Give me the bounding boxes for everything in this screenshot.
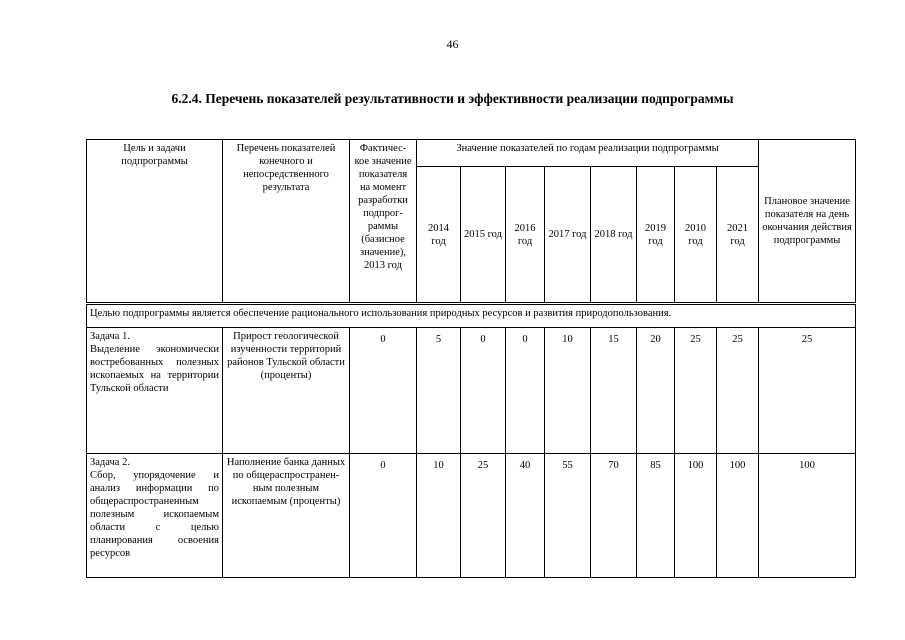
planned-value: 25 [759, 328, 856, 454]
year-value: 20 [637, 328, 675, 454]
table-row [87, 328, 856, 454]
section-title: 6.2.4. Перечень показателей результативности и эффективности реализации подпрограммы [171, 91, 734, 106]
year-value: 15 [591, 328, 637, 454]
task-description: Задача 1. Выделение экономически востребованных полезных ископаемых на территории Тульской области [87, 328, 223, 454]
year-value: 10 [545, 328, 591, 454]
goal-statement: Целью подпрограммы является обеспечение рационального использования природных ресурсов и развития природопользования. [87, 304, 856, 328]
header-planned: Плановое значение показателя на день окончания действия подпрограммы [759, 140, 856, 304]
year-value: 10 [417, 454, 461, 578]
indicators-table [86, 139, 856, 578]
header-year: 2014 год [417, 167, 461, 304]
header-indicators: Перечень показателей конечного и непосредственного результата [223, 140, 350, 304]
header-year: 2017 год [545, 167, 591, 304]
task-description: Задача 2. Сбор, упорядочение и анализ информации по общераспространенным полезным ископаемым области с целью планирования освоения ресурсов [87, 454, 223, 578]
year-value: 5 [417, 328, 461, 454]
year-value: 25 [717, 328, 759, 454]
header-year: 2021 год [717, 167, 759, 304]
baseline-value: 0 [350, 328, 417, 454]
year-value: 40 [506, 454, 545, 578]
header-year: 2018 год [591, 167, 637, 304]
indicator-name: Прирост геологической изученности территорий районов Тульской области (проценты) [223, 328, 350, 454]
indicator-name: Наполнение банка данных по общераспространен-ным полезным ископаемым (проценты) [223, 454, 350, 578]
year-value: 25 [675, 328, 717, 454]
year-value: 25 [461, 454, 506, 578]
header-row-top [87, 140, 856, 167]
header-year: 2019 год [637, 167, 675, 304]
year-value: 100 [717, 454, 759, 578]
year-value: 0 [506, 328, 545, 454]
year-value: 70 [591, 454, 637, 578]
year-value: 55 [545, 454, 591, 578]
baseline-value: 0 [350, 454, 417, 578]
table-row [87, 454, 856, 578]
page-number: 46 [446, 37, 459, 51]
header-year: 2010 год [675, 167, 717, 304]
header-year: 2015 год [461, 167, 506, 304]
year-value: 100 [675, 454, 717, 578]
planned-value: 100 [759, 454, 856, 578]
goal-row [87, 304, 856, 328]
header-years-group: Значение показателей по годам реализации подпрограммы [417, 140, 759, 167]
header-baseline: Фактичес-кое значение показателя на момент разработки подпрог-раммы (базисное значение), 2013 год [350, 140, 417, 304]
year-value: 85 [637, 454, 675, 578]
year-value: 0 [461, 328, 506, 454]
header-year: 2016 год [506, 167, 545, 304]
header-goals: Цель и задачи подпрограммы [87, 140, 223, 304]
